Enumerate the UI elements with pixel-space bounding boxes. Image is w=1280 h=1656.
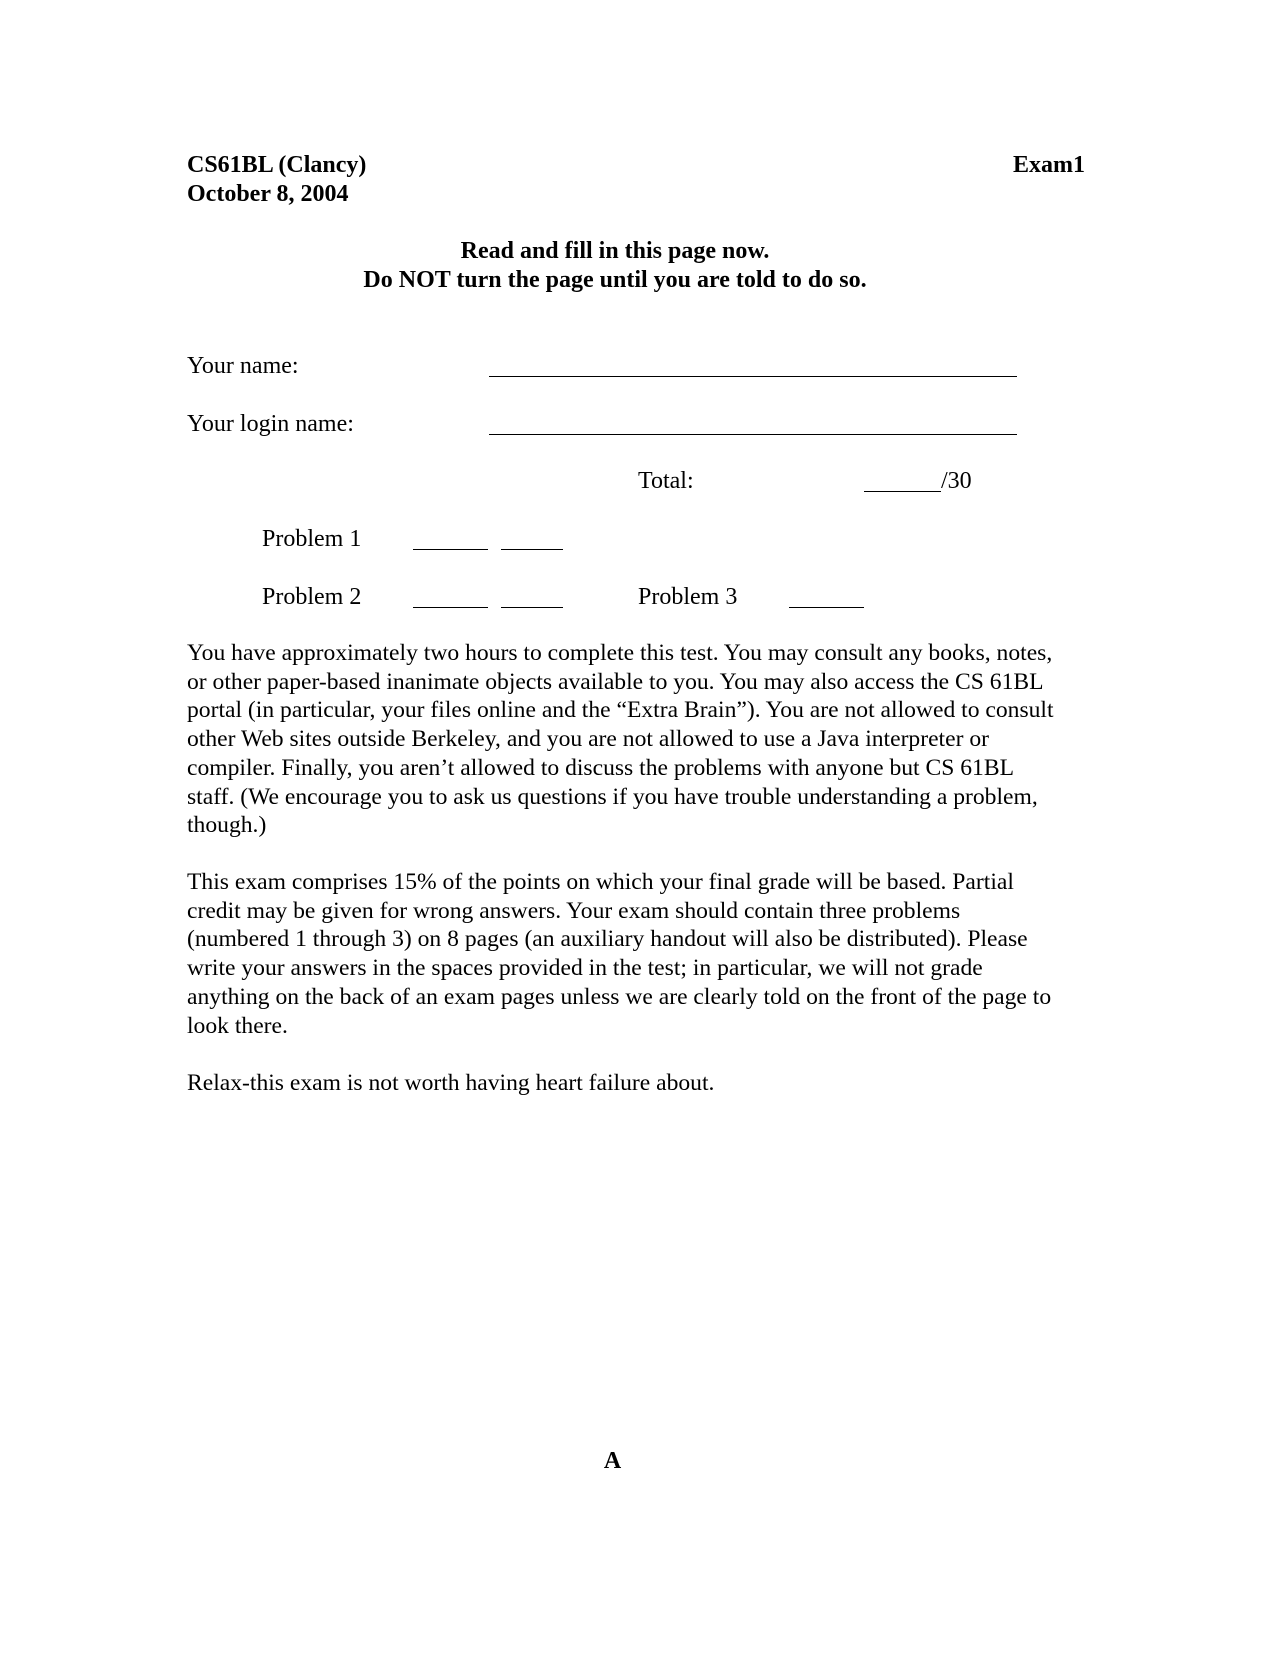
course-title: CS61BL (Clancy) bbox=[187, 152, 367, 178]
login-field[interactable] bbox=[489, 434, 1017, 435]
total-max: /30 bbox=[941, 468, 972, 494]
problem-1-score-field-a[interactable] bbox=[413, 549, 488, 550]
exam-title: Exam1 bbox=[1013, 152, 1085, 178]
problem-1-label: Problem 1 bbox=[262, 526, 362, 552]
problem-2-label: Problem 2 bbox=[262, 584, 362, 610]
problem-3-score-field[interactable] bbox=[789, 607, 864, 608]
instruction-line-1: Read and fill in this page now. bbox=[460, 238, 770, 264]
problem-1-score-field-b[interactable] bbox=[501, 549, 563, 550]
total-score-field[interactable] bbox=[864, 491, 941, 492]
problem-3-label: Problem 3 bbox=[638, 584, 738, 610]
rules-paragraph: You have approximately two hours to complete this test. You may consult any books, notes, or other paper-based inanimate objects available to you. You may also access the CS 61BL portal (in particular, your files online and the “Extra Brain”). You are not allowed to consult other Web sites outside Berkeley, and you are not allowed to use a Java interpreter or compiler. Finally, you aren’t allowed to discuss the problems with anyone but CS 61BL staff. (We encourage you to ask us questions if you have trouble understanding a problem, though.) bbox=[187, 640, 1054, 839]
login-label: Your login name: bbox=[187, 411, 354, 437]
problem-2-score-field-b[interactable] bbox=[501, 607, 563, 608]
relax-paragraph: Relax-this exam is not worth having heart failure about. bbox=[187, 1070, 715, 1096]
name-label: Your name: bbox=[187, 353, 299, 379]
problem-2-score-field-a[interactable] bbox=[413, 607, 488, 608]
grading-paragraph: This exam comprises 15% of the points on which your final grade will be based. Partial credit may be given for wrong answers. Your exam should contain three problems (numbered 1 through 3) on 8 pages (an auxiliary handout will also be distributed). Please write your answers in the spaces provided in the test; in particular, we will not grade anything on the back of an exam pages unless we are clearly told on the front of the page to look there. bbox=[187, 869, 1052, 1039]
exam-version-letter: A bbox=[603, 1448, 622, 1474]
name-field[interactable] bbox=[489, 376, 1017, 377]
exam-date: October 8, 2004 bbox=[187, 181, 349, 207]
instruction-line-2: Do NOT turn the page until you are told to do so. bbox=[363, 267, 867, 293]
total-label: Total: bbox=[638, 468, 694, 494]
